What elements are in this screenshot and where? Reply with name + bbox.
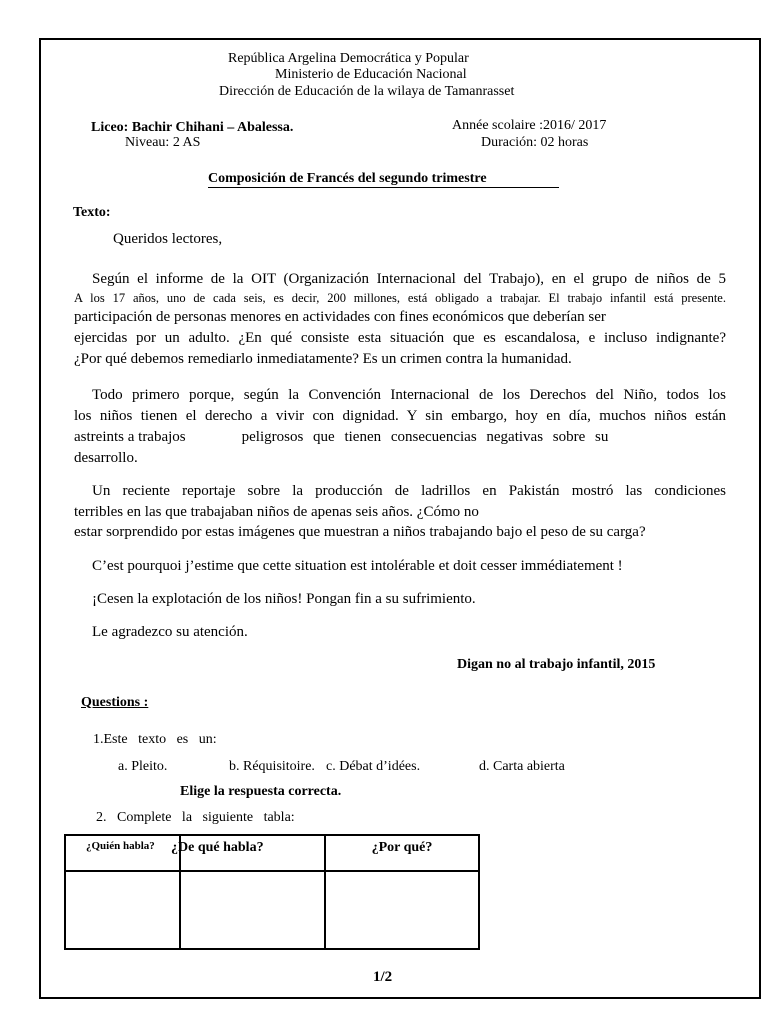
header-line-1: República Argelina Democrática y Popular — [228, 51, 469, 66]
instruction: Elige la respuesta correcta. — [180, 784, 342, 799]
option-a: a. Pleito. — [118, 759, 168, 774]
paragraph-1 — [74, 269, 726, 370]
paragraph-6: Le agradezco su atención. — [92, 624, 248, 640]
school-year: Année scolaire :2016/ 2017 — [452, 118, 607, 133]
p3-line-2: terribles en las que trabajaban niños de apenas seis años. ¿Cómo no — [74, 504, 479, 520]
header-what: ¿De qué habla? — [180, 835, 325, 871]
p2-line-3a: astreints a trabajos — [74, 429, 186, 445]
p2-line-1: Todo primero porque, según la Convención Internacional de los Derechos del Niño, todos los — [92, 387, 726, 403]
texto-label: Texto: — [73, 205, 111, 220]
p3-line-3: estar sorprendido por estas imágenes que muestran a niños trabajando bajo el peso de su carga? — [74, 524, 646, 540]
header-why: ¿Por qué? — [325, 835, 479, 871]
p1-line-5: ¿Por qué debemos remediarlo inmediatamente? Es un crimen contra la humanidad. — [74, 351, 572, 367]
answer-what-cell[interactable] — [180, 871, 325, 949]
answer-table — [64, 834, 480, 950]
questions-label: Questions : — [81, 695, 149, 710]
p1-line-3: participación de personas menores en actividades con fines económicos que deberían ser — [74, 309, 606, 325]
p2-line-4: desarrollo. — [74, 450, 138, 466]
table-answer-row — [65, 871, 479, 949]
table-header-row — [65, 835, 479, 871]
paragraph-5: ¡Cesen la explotación de los niños! Pongan fin a su sufrimiento. — [92, 591, 476, 607]
paragraph-2 — [74, 385, 726, 469]
answer-who-cell[interactable] — [65, 871, 180, 949]
signature: Digan no al trabajo infantil, 2015 — [457, 657, 656, 672]
p3-line-1: Un reciente reportaje sobre la producción de ladrillos en Pakistán mostró las condiciones — [92, 483, 726, 499]
header-line-3: Dirección de Educación de la wilaya de Tamanrasset — [219, 84, 515, 99]
p2-line-3b: peligrosos que tienen consecuencias negativas sobre su — [241, 429, 609, 445]
p1-line-1: Según el informe de la OIT (Organización Internacional del Trabajo), en el grupo de niños de 5 — [92, 271, 726, 287]
p2-line-3 — [74, 427, 726, 448]
greeting: Queridos lectores, — [113, 231, 223, 247]
option-b: b. Réquisitoire. — [229, 759, 315, 774]
option-c: c. Débat d’idées. — [326, 759, 421, 774]
exam-title: Composición de Francés del segundo trimestre — [208, 171, 559, 188]
answer-why-cell[interactable] — [325, 871, 479, 949]
header-line-2: Ministerio de Educación Nacional — [275, 67, 467, 82]
p2-line-2: los niños tienen el derecho a vivir con dignidad. Y sin embargo, hoy en día, muchos niños están — [74, 408, 726, 424]
option-d: d. Carta abierta — [479, 759, 565, 774]
p1-line-4: ejercidas por un adulto. ¿En qué consiste esta situación que es escandalosa, e incluso indignante? — [74, 330, 726, 346]
header-who: ¿Quién habla? — [65, 835, 180, 871]
paragraph-4: C’est pourquoi j’estime que cette situation est intolérable et doit cesser immédiatement ! — [92, 558, 623, 574]
question-1: 1.Este texto es un: — [93, 732, 217, 747]
duration: Duración: 02 horas — [481, 135, 589, 150]
question-2: 2. Complete la siguiente tabla: — [96, 810, 295, 825]
school-name: Liceo: Bachir Chihani – Abalessa. — [91, 120, 294, 135]
paragraph-3 — [74, 481, 726, 541]
level: Niveau: 2 AS — [125, 135, 201, 150]
page-number: 1/2 — [373, 969, 393, 985]
p1-line-2: A los 17 años, uno de cada seis, es decir, 200 millones, está obligado a trabajar. El trabajo infantil está presente. — [74, 291, 726, 305]
